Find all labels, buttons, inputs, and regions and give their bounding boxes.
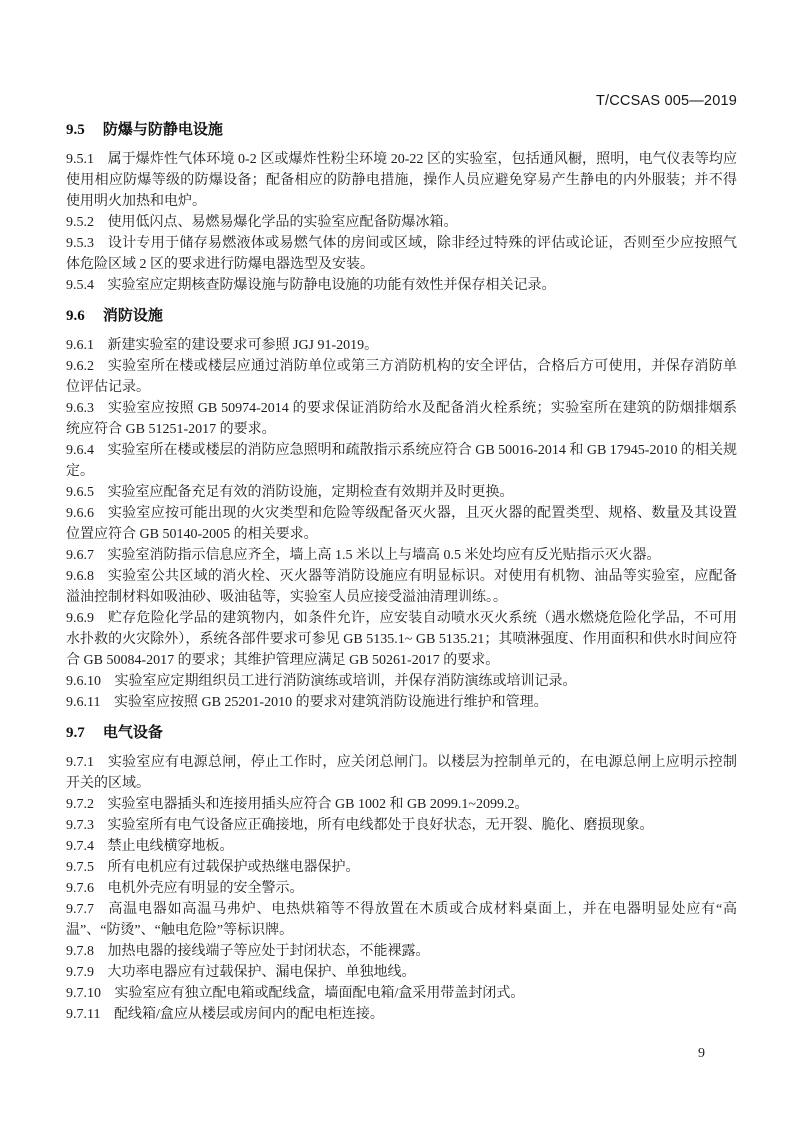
clause-number: 9.6.10 [66, 674, 101, 689]
clause-text: 实验室应按可能出现的火灾类型和危险等级配备灭火器，且灭火器的配置类型、规格、数量及其设置位置应符合 GB 50140-2005 的相关要求。 [66, 506, 738, 542]
clause-number: 9.5.3 [66, 236, 94, 251]
clause-number: 9.7.10 [66, 986, 101, 1001]
section-heading-9-7 [66, 723, 737, 743]
section-title: 消防设施 [102, 307, 163, 324]
section-number: 9.7 [66, 725, 85, 741]
clause-9-7-1 [66, 752, 737, 794]
clause-number: 9.6.11 [66, 695, 101, 710]
clause-text: 高温电器如高温马弗炉、电热烘箱等不得放置在木质或合成材料桌面上，并在电器明显处应有“高温”、“防烫”、“触电危险”等标识牌。 [66, 902, 738, 938]
clause-9-6-6 [66, 503, 737, 545]
clause-9-6-2 [66, 356, 737, 398]
document-code: T/CCSAS 005—2019 [595, 93, 737, 109]
clause-9-6-4 [66, 440, 737, 482]
clause-number: 9.6.9 [66, 611, 94, 626]
clause-9-5-3 [66, 233, 737, 275]
clause-text: 实验室所在楼或楼层的消防应急照明和疏散指示系统应符合 GB 50016-2014 和 GB 17945-2010 的相关规定。 [66, 443, 737, 479]
clause-text: 贮存危险化学品的建筑物内，如条件允许，应安装自动喷水灭火系统（遇水燃烧危险化学品，不可用水扑救的火灾除外），系统各部件要求可参见 GB 5135.1~ GB 5135.21；其喷淋强度、作用面积和供水时间应符合 GB 50084-2017 的要求；其维护管理应满足 GB 50261-2017 的要求。 [66, 611, 738, 668]
clause-text: 实验室所有电气设备应正确接地，所有电线都处于良好状态，无开裂、脆化、磨损现象。 [107, 818, 654, 833]
clause-number: 9.7.11 [66, 1007, 101, 1022]
clause-9-6-7 [66, 545, 737, 566]
clause-text: 禁止电线横穿地板。 [107, 839, 234, 854]
section-title: 防爆与防静电设施 [102, 121, 223, 138]
clause-9-5-2 [66, 212, 737, 233]
clause-9-7-9 [66, 962, 737, 983]
clause-number: 9.6.6 [66, 506, 94, 521]
clause-9-6-10 [66, 671, 737, 692]
clause-number: 9.7.8 [66, 944, 94, 959]
clause-number: 9.7.5 [66, 860, 94, 875]
clause-number: 9.7.9 [66, 965, 94, 980]
clause-9-6-11 [66, 692, 737, 713]
clause-9-7-11 [66, 1004, 737, 1025]
clause-number: 9.6.5 [66, 485, 94, 500]
clause-number: 9.5.4 [66, 278, 94, 293]
clause-number: 9.5.1 [66, 152, 94, 167]
clause-9-6-3 [66, 398, 737, 440]
clause-text: 实验室应按照 GB 50974-2014 的要求保证消防给水及配备消火栓系统；实验室所在建筑的防烟排烟系统应符合 GB 51251-2017 的要求。 [66, 401, 738, 437]
clause-text: 新建实验室的建设要求可参照 JGJ 91-2019。 [107, 338, 379, 353]
clause-9-7-7 [66, 899, 737, 941]
clause-text: 实验室消防指示信息应齐全，墙上高 1.5 米以上与墙高 0.5 米处均应有反光贴指示灭火器。 [107, 548, 661, 563]
clause-9-6-5 [66, 482, 737, 503]
clause-text: 实验室电器插头和连接用插头应符合 GB 1002 和 GB 2099.1~2099.2。 [107, 797, 529, 812]
clause-number: 9.7.3 [66, 818, 94, 833]
clause-9-7-5 [66, 857, 737, 878]
section-heading-9-6 [66, 306, 737, 326]
clause-text: 加热电器的接线端子等应处于封闭状态，不能裸露。 [107, 944, 430, 959]
clause-number: 9.6.4 [66, 443, 94, 458]
clause-text: 配线箱/盒应从楼层或房间内的配电柜连接。 [113, 1007, 384, 1022]
clause-9-7-8 [66, 941, 737, 962]
clause-9-7-3 [66, 815, 737, 836]
clause-9-7-6 [66, 878, 737, 899]
clause-9-7-4 [66, 836, 737, 857]
page-number: 9 [698, 1046, 705, 1061]
clause-text: 实验室应按照 GB 25201-2010 的要求对建筑消防设施进行维护和管理。 [113, 695, 548, 710]
clause-text: 属于爆炸性气体环境 0-2 区或爆炸性粉尘环境 20-22 区的实验室，包括通风橱，照明，电气仪表等均应使用相应防爆等级的防爆设备；配备相应的防静电措施，操作人员应避免穿易产生静电的内外服装；并不得使用明火加热和电炉。 [66, 152, 738, 209]
clause-text: 所有电机应有过载保护或热继电器保护。 [107, 860, 360, 875]
clause-number: 9.6.3 [66, 401, 94, 416]
clause-number: 9.6.8 [66, 569, 94, 584]
clause-text: 实验室公共区域的消火栓、灭火器等消防设施应有明显标识。对使用有机物、油品等实验室，应配备溢油控制材料如吸油砂、吸油毡等，实验室人员应接受溢油清理训练。。 [66, 569, 738, 605]
clause-text: 设计专用于储存易燃液体或易燃气体的房间或区域，除非经过特殊的评估或论证，否则至少应按照气体危险区域 2 区的要求进行防爆电器选型及安装。 [66, 236, 738, 272]
clause-number: 9.7.6 [66, 881, 94, 896]
clause-number: 9.7.7 [66, 902, 94, 917]
clause-number: 9.7.1 [66, 755, 94, 770]
clause-text: 使用低闪点、易燃易爆化学品的实验室应配备防爆冰箱。 [107, 215, 458, 230]
clause-text: 电机外壳应有明显的安全警示。 [107, 881, 304, 896]
clause-text: 实验室应定期核查防爆设施与防静电设施的功能有效性并保存相关记录。 [107, 278, 556, 293]
clause-9-5-4 [66, 275, 737, 296]
clause-number: 9.7.2 [66, 797, 94, 812]
clause-number: 9.6.7 [66, 548, 94, 563]
clause-text: 大功率电器应有过载保护、漏电保护、单独地线。 [107, 965, 416, 980]
clause-number: 9.5.2 [66, 215, 94, 230]
section-number: 9.6 [66, 308, 85, 324]
clause-text: 实验室所在楼或楼层应通过消防单位或第三方消防机构的安全评估，合格后方可使用，并保存消防单位评估记录。 [66, 359, 738, 395]
clause-9-6-8 [66, 566, 737, 608]
clause-number: 9.6.2 [66, 359, 94, 374]
clause-9-5-1 [66, 149, 737, 212]
clause-text: 实验室应配备充足有效的消防设施，定期检查有效期并及时更换。 [107, 485, 514, 500]
clause-number: 9.7.4 [66, 839, 94, 854]
clause-number: 9.6.1 [66, 338, 94, 353]
section-title: 电气设备 [102, 724, 163, 741]
clause-9-6-1 [66, 335, 737, 356]
section-number: 9.5 [66, 122, 85, 138]
clause-9-7-10 [66, 983, 737, 1004]
clause-9-6-9 [66, 608, 737, 671]
clause-text: 实验室应有电源总闸，停止工作时，应关闭总闸门。以楼层为控制单元的，在电源总闸上应明示控制开关的区域。 [66, 755, 738, 791]
section-heading-9-5 [66, 120, 737, 140]
clause-text: 实验室应有独立配电箱或配线盒，墙面配电箱/盒采用带盖封闭式。 [114, 986, 525, 1001]
clause-text: 实验室应定期组织员工进行消防演练或培训，并保存消防演练或培训记录。 [114, 674, 577, 689]
clause-9-7-2 [66, 794, 737, 815]
